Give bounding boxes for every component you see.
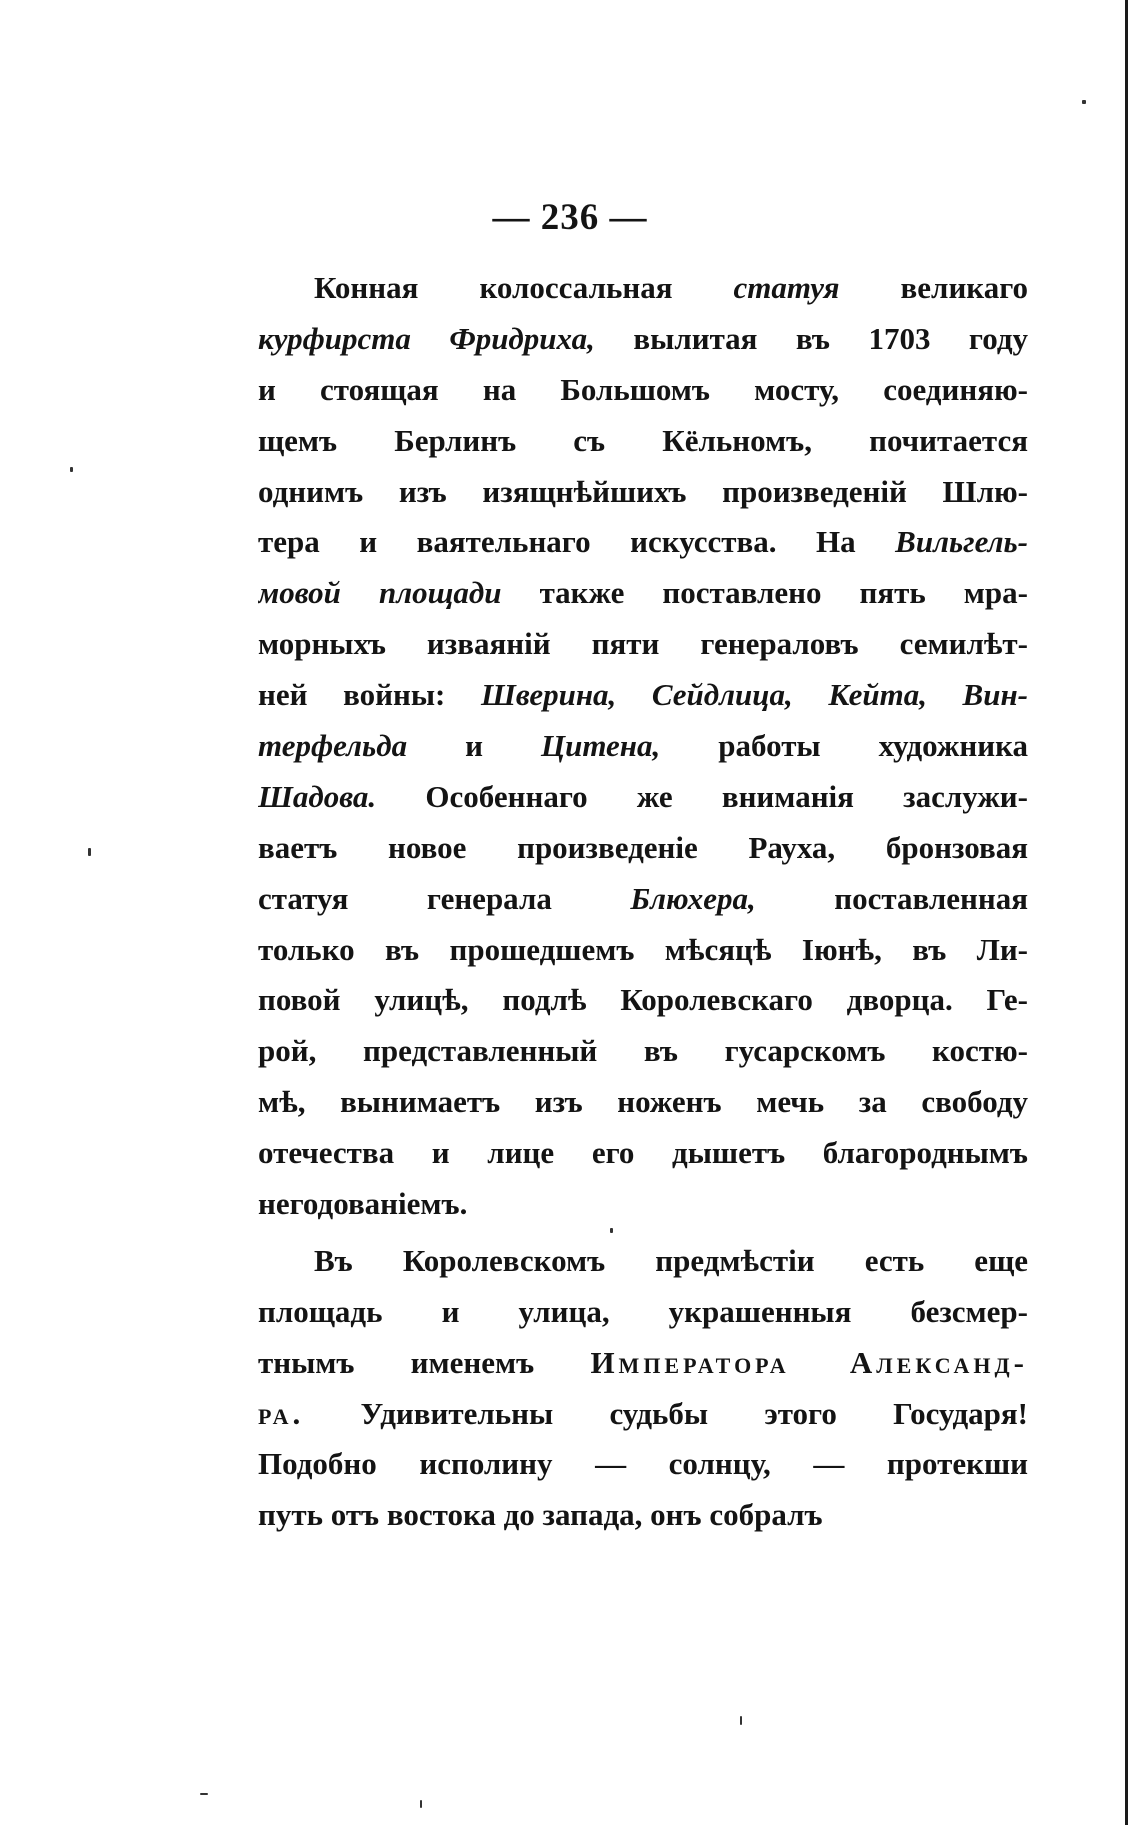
page-number: — 236 — xyxy=(492,197,648,238)
italic-name: мовой площади xyxy=(258,575,502,611)
text-line xyxy=(258,823,1028,874)
scan-speck xyxy=(610,1228,613,1233)
line-text: повой улицѣ, подлѣ Королевскаго дворца. Ге- xyxy=(258,982,1028,1018)
italic-name: Вильгель- xyxy=(895,524,1028,560)
text-line xyxy=(258,314,1028,365)
line-text: великаго xyxy=(839,270,1028,305)
body-text xyxy=(258,263,1028,1541)
text-line xyxy=(258,925,1028,976)
text-line xyxy=(258,1179,1028,1230)
page-edge-line xyxy=(1125,0,1128,1825)
scan-speck xyxy=(1082,100,1086,104)
text-line xyxy=(258,874,1028,925)
text-line xyxy=(258,1287,1028,1338)
line-text: площадь и улица, украшенныя безсмер- xyxy=(258,1293,1028,1329)
small-caps-text: Императора Александ- xyxy=(590,1344,1028,1380)
text-line xyxy=(258,721,1028,772)
text-line xyxy=(258,619,1028,670)
line-text: только въ прошедшемъ мѣсяцѣ Іюнѣ, въ Ли- xyxy=(258,931,1028,967)
text-line xyxy=(258,263,1028,314)
italic-name: Цитена, xyxy=(540,728,661,764)
text-line xyxy=(258,1490,1028,1541)
text-line xyxy=(258,365,1028,416)
line-text: Конная колоссальная xyxy=(314,270,734,305)
line-text: негодованіемъ. xyxy=(258,1186,468,1222)
line-text: рой, представленный въ гусарскомъ костю- xyxy=(258,1033,1028,1069)
line-text: тнымъ именемъ xyxy=(258,1344,591,1380)
text-line xyxy=(258,670,1028,721)
line-text: отечества и лице его дышетъ благороднымъ xyxy=(258,1135,1028,1171)
scan-speck xyxy=(420,1800,422,1808)
line-text: вылитая въ 1703 году xyxy=(594,320,1028,356)
text-line xyxy=(258,1439,1028,1490)
small-caps-text: ра. xyxy=(258,1395,305,1431)
text-line xyxy=(258,1128,1028,1179)
italic-name: курфирста Фридриха, xyxy=(258,320,595,356)
line-text: статуя генерала xyxy=(258,880,631,916)
text-line xyxy=(258,1389,1028,1440)
text-line xyxy=(258,517,1028,568)
text-line xyxy=(258,1077,1028,1128)
scan-speck xyxy=(200,1793,208,1795)
line-text: Подобно исполину — солнцу, — протекши xyxy=(258,1446,1028,1482)
text-line xyxy=(258,772,1028,823)
line-text: щемъ Берлинъ съ Кёльномъ, почитается xyxy=(258,422,1028,458)
text-line xyxy=(258,416,1028,467)
line-text: Удивительны судьбы этого Государя! xyxy=(304,1395,1028,1431)
line-text: также поставлено пять мра- xyxy=(501,575,1028,611)
line-text: ней войны: xyxy=(258,677,481,713)
line-text: и стоящая на Большомъ мосту, соединяю- xyxy=(258,371,1028,407)
line-text: тера и ваятельнаго искусства. На xyxy=(258,524,896,560)
italic-name: терфельда xyxy=(258,728,408,764)
scan-speck xyxy=(740,1716,742,1725)
line-text: поставленная xyxy=(755,880,1028,916)
text-line xyxy=(258,1338,1028,1389)
line-text: мѣ, вынимаетъ изъ ноженъ мечь за свободу xyxy=(258,1084,1028,1120)
italic-name: Блюхера, xyxy=(630,880,756,916)
text-line xyxy=(258,975,1028,1026)
line-text: Особеннаго же вниманія заслужи- xyxy=(376,778,1028,814)
italic-name: статуя xyxy=(733,270,840,305)
line-text: однимъ изъ изящнѣйшихъ произведеній Шлю- xyxy=(258,473,1028,509)
line-text: работы художника xyxy=(660,728,1028,764)
line-text: ваетъ новое произведеніе Рауха, бронзовая xyxy=(258,829,1028,865)
italic-name: Шадова. xyxy=(258,778,377,814)
line-text: путь отъ востока до запада, онъ собралъ xyxy=(258,1497,823,1533)
italic-name: Шверина, Сейдлица, Кейта, Вин- xyxy=(480,677,1028,713)
text-line xyxy=(258,1026,1028,1077)
text-line xyxy=(258,568,1028,619)
text-line xyxy=(258,467,1028,518)
line-text: Въ Королевскомъ предмѣстіи есть еще xyxy=(314,1242,1028,1278)
scan-speck xyxy=(88,848,91,856)
line-text: и xyxy=(407,728,541,764)
scan-speck xyxy=(70,467,73,472)
text-line xyxy=(258,1236,1028,1287)
line-text: морныхъ изваяній пяти генераловъ семилѣт- xyxy=(258,626,1028,662)
